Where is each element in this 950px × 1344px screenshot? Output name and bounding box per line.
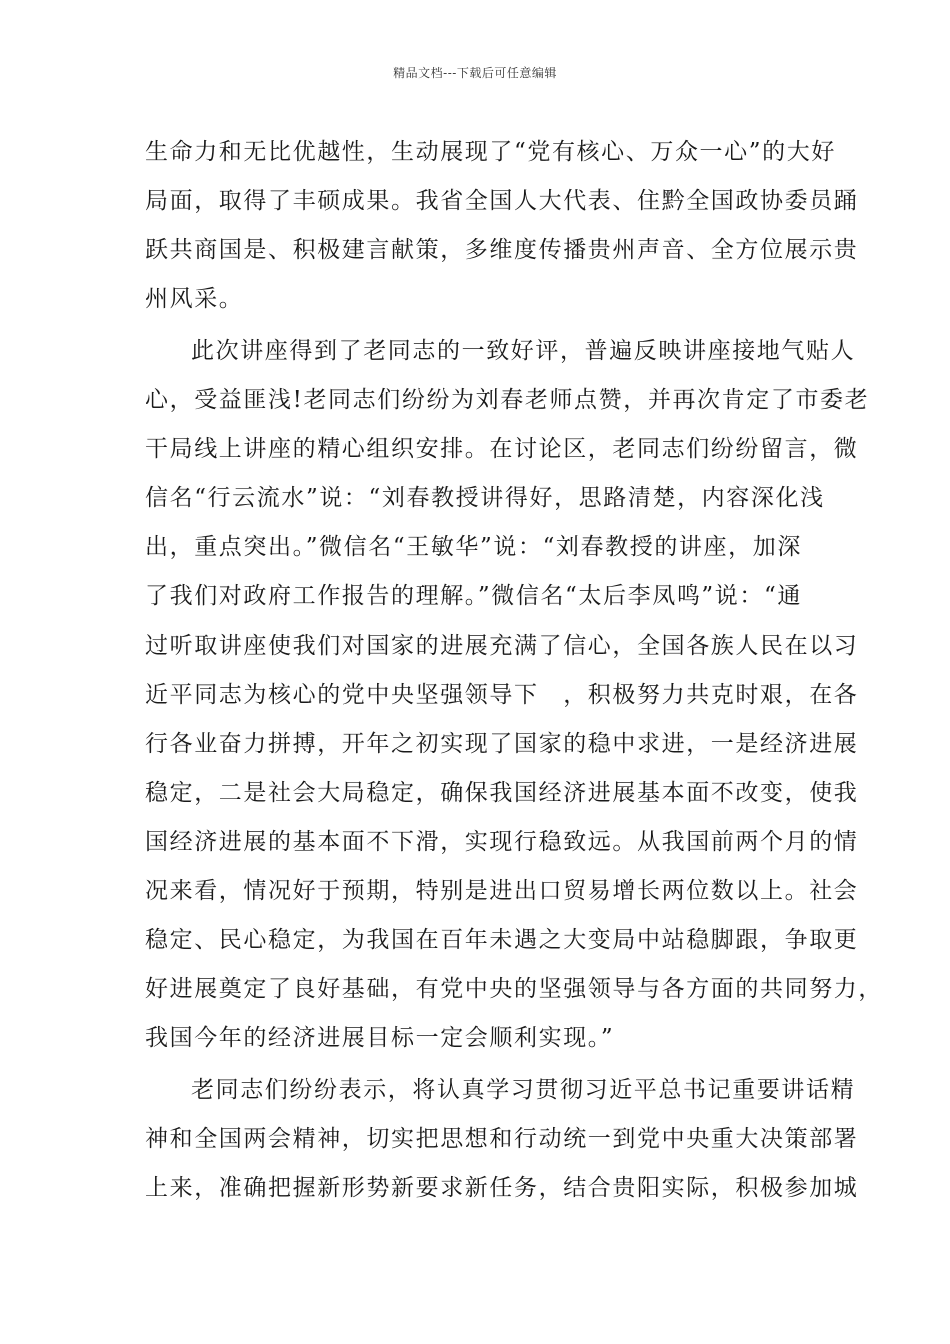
text-line: 近平同志为核心的党中央坚强领导下 ，积极努力共克时艰，在各 (145, 682, 859, 708)
text-line: 生命力和无比优越性，生动展现了“党有核心、万众一心”的大好 (145, 139, 836, 165)
text-line: 老同志们纷纷表示，将认真学习贯彻习近平总书记重要讲话精 (191, 1077, 856, 1103)
text-line: 干局线上讲座的精心组织安排。在讨论区，老同志们纷纷留言，微 (145, 436, 859, 462)
text-line: 此次讲座得到了老同志的一致好评，普遍反映讲座接地气贴人 (191, 338, 856, 364)
text-line: 上来，准确把握新形势新要求新任务，结合贵阳实际，积极参加城 (145, 1175, 859, 1201)
text-line: 国经济进展的基本面不下滑，实现行稳致远。从我国前两个月的情 (145, 829, 859, 855)
text-line: 跃共商国是、积极建言献策，多维度传播贵州声音、全方位展示贵 (145, 237, 859, 263)
text-line: 稳定，二是社会大局稳定，确保我国经济进展基本面不改变，使我 (145, 780, 859, 806)
text-line: 了我们对政府工作报告的理解。”微信名“太后李凤鸣”说：“通 (145, 583, 802, 609)
text-line: 信名“行云流水”说：“刘春教授讲得好，思路清楚，内容深化浅 (145, 485, 825, 511)
text-line: 神和全国两会精神，切实把思想和行动统一到党中央重大决策部署 (145, 1126, 859, 1152)
text-line: 我国今年的经济进展目标一定会顺利实现。” (145, 1025, 615, 1051)
text-line: 州风采。 (145, 286, 244, 312)
text-line: 出，重点突出。”微信名“王敏华”说：“刘春教授的讲座，加深 (145, 534, 802, 560)
page-header: 精品文档---下载后可任意编辑 (393, 66, 557, 80)
text-line: 稳定、民心稳定，为我国在百年未遇之大变局中站稳脚跟，争取更 (145, 927, 859, 953)
text-line: 局面，取得了丰硕成果。我省全国人大代表、住黔全国政协委员踊 (145, 188, 859, 214)
text-line: 好进展奠定了良好基础，有党中央的坚强领导与各方面的共同努力， (145, 976, 883, 1002)
text-line: 行各业奋力拼搏，开年之初实现了国家的稳中求进，一是经济进展 (145, 731, 859, 757)
text-line: 过听取讲座使我们对国家的进展充满了信心，全国各族人民在以习 (145, 633, 859, 659)
text-line: 况来看，情况好于预期，特别是进出口贸易增长两位数以上。社会 (145, 878, 859, 904)
text-line: 心，受益匪浅!老同志们纷纷为刘春老师点赞，并再次肯定了市委老 (145, 387, 870, 413)
